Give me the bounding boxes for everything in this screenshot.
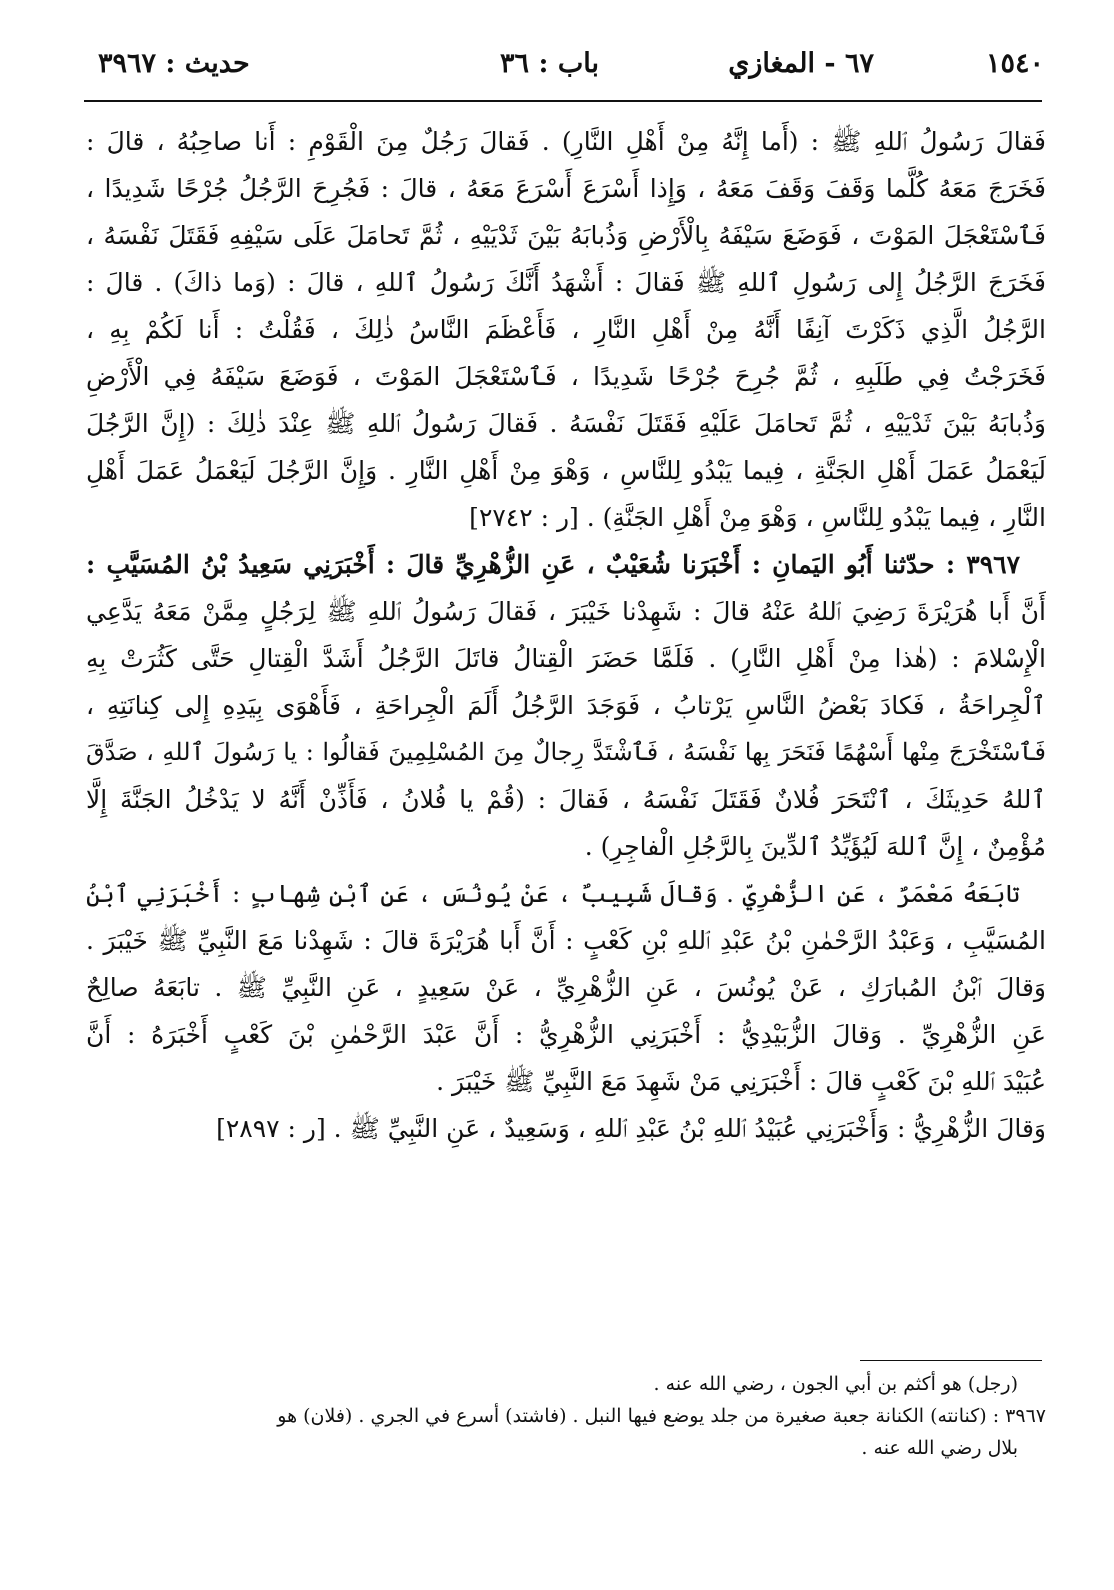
text-line: فَٱسْتَخْرَجَ مِنْها أَسْهُمًا فَنَحَرَ بِها نَفْسَهُ ، فَٱشْتَدَّ رِجالٌ مِنَ المُسْلِمِينَ فَقالُوا : يا رَسُولَ ٱللهِ ، صَدَّقَ — [86, 738, 1046, 766]
text-line: فَخَرَجْتُ فِي طَلَبِهِ ، ثُمَّ جُرِحَ جُرْحًا شَدِيدًا ، فَٱسْتَعْجَلَ المَوْتَ ، فَوَضَعَ سَيْفَهُ فِي الْأَرْضِ — [86, 362, 1046, 391]
text-line: تابَعَهُ مَعْمَرٌ ، عَنِ الزُّهْرِيِّ . وَقالَ شَبِيبٌ ، عَنْ يُونُسَ ، عَنِ ٱبْنِ شِهابٍ : أَخْبَرَنِي ٱبْنُ — [86, 879, 1020, 908]
text-line: لَيَعْمَلُ عَمَلَ أَهْلِ الجَنَّةِ ، فِيما يَبْدُو لِلنَّاسِ ، وَهْوَ مِنْ أَهْلِ النَّارِ . وَإِنَّ الرَّجُلَ لَيَعْمَلُ عَمَلَ أَهْلِ — [86, 456, 1046, 485]
text-line: فَقالَ رَسُولُ ٱللهِ ﷺ : (أَما إِنَّهُ مِنْ أَهْلِ النَّارِ) . فَقالَ رَجُلٌ مِنَ الْقَوْمِ : أَنا صاحِبُهُ ، قالَ : — [86, 127, 1046, 156]
running-header — [88, 48, 1044, 92]
text-line: فَخَرَجَ الرَّجُلُ إِلى رَسُولِ ٱللهِ ﷺ فَقالَ : أَشْهَدُ أَنَّكَ رَسُولُ ٱللهِ ، قالَ : (وَما ذاكَ) . قالَ : — [86, 268, 1046, 297]
text-line: فَخَرَجَ مَعَهُ كُلَّما وَقَفَ وَقَفَ مَعَهُ ، وَإِذا أَسْرَعَ أَسْرَعَ مَعَهُ ، قالَ : فَجُرِحَ الرَّجُلُ جُرْحًا شَدِيدًا ، — [86, 174, 1046, 203]
footnote-line: ٣٩٦٧ : (كنانته) الكنانة جعبة صغيرة من جلد يوضع فيها النبل . (فاشتد) أسرع في الجري . (فلان) هو — [277, 1405, 1046, 1427]
footnote-divider — [860, 1360, 1042, 1361]
bab-number: باب : ٣٦ — [500, 48, 599, 79]
footnote-line: (رجل) هو أكثم بن أبي الجون ، رضي الله عنه . — [653, 1373, 1018, 1395]
footnotes — [86, 1368, 1046, 1464]
text-line: وَذُبابَهُ بَيْنَ ثَدْيَيْهِ ، ثُمَّ تَحامَلَ عَلَيْهِ فَقَتَلَ نَفْسَهُ . فَقالَ رَسُولُ ٱللهِ ﷺ عِنْدَ ذٰلِكَ : (إِنَّ الرَّجُلَ — [86, 409, 1046, 438]
text-line: أَنَّ أَبا هُرَيْرَةَ رَضِيَ ٱللهُ عَنْهُ قالَ : شَهِدْنا خَيْبَرَ ، فَقالَ رَسُولُ ٱللهِ ﷺ لِرَجُلٍ مِمَّنْ مَعَهُ يَدَّعِي — [86, 597, 1046, 626]
text-line: مُؤْمِنٌ ، إِنَّ ٱللهَ لَيُؤَيِّدُ ٱلدِّينَ بِالرَّجُلِ الْفاجِرِ) . — [584, 832, 1046, 861]
page-number: ١٥٤٠ — [985, 48, 1044, 79]
hadith-opening-line: ٣٩٦٧ : حدّثنا أَبُو اليَمانِ : أَخْبَرَنا شُعَيْبٌ ، عَنِ الزُّهْرِيِّ قالَ : أَخْبَرَنِي سَعِيدُ بْنُ المُسَيَّبِ : — [86, 550, 1020, 579]
text-line: النَّارِ ، فِيما يَبْدُو لِلنَّاسِ ، وَهْوَ مِنْ أَهْلِ الجَنَّةِ) . [ر : ٢٧٤٢] — [469, 503, 1046, 532]
text-line: ٱللهُ حَدِيثَكَ ، ٱنْتَحَرَ فُلانٌ فَقَتَلَ نَفْسَهُ ، فَقالَ : (قُمْ يا فُلانُ ، فَأَذِّنْ أَنَّهُ لا يَدْخُلُ الجَنَّةَ إِلَّا — [86, 785, 1046, 814]
text-line: فَٱسْتَعْجَلَ المَوْتَ ، فَوَضَعَ سَيْفَهُ بِالْأَرْضِ وَذُبابَهُ بَيْنَ ثَدْيَيْهِ ، ثُمَّ تَحامَلَ عَلَى سَيْفِهِ فَقَتَلَ نَفْسَهُ ، — [86, 221, 1046, 250]
hadith-number: حديث : ٣٩٦٧ — [98, 48, 250, 79]
text-line: المُسَيَّبِ ، وَعَبْدُ الرَّحْمٰنِ بْنُ عَبْدِ ٱللهِ بْنِ كَعْبٍ : أَنَّ أَبا هُرَيْرَةَ قالَ : شَهِدْنا مَعَ النَّبِيِّ ﷺ خَيْبَرَ . — [86, 926, 1046, 955]
chapter-title: ٦٧ - المغازي — [728, 48, 874, 79]
text-line: عَنِ الزُّهْرِيِّ . وَقالَ الزُّبَيْدِيُّ : أَخْبَرَنِي الزُّهْرِيُّ : أَنَّ عَبْدَ الرَّحْمٰنِ بْنَ كَعْبٍ أَخْبَرَهُ : أَنَّ — [86, 1020, 1046, 1049]
text-line: وَقالَ الزُّهْرِيُّ : وَأَخْبَرَنِي عُبَيْدُ ٱللهِ بْنُ عَبْدِ ٱللهِ ، وَسَعِيدٌ ، عَنِ النَّبِيِّ ﷺ . [ر : ٢٨٩٧] — [216, 1114, 1046, 1143]
main-text — [86, 118, 1046, 1152]
text-line: وَقالَ ٱبْنُ المُبارَكِ ، عَنْ يُونُسَ ، عَنِ الزُّهْرِيِّ ، عَنْ سَعِيدٍ ، عَنِ النَّبِيِّ ﷺ . تابَعَهُ صالِحٌ — [86, 973, 1046, 1002]
text-line: الْإِسْلامَ : (هٰذا مِنْ أَهْلِ النَّارِ) . فَلَمَّا حَضَرَ الْقِتالُ قاتَلَ الرَّجُلُ أَشَدَّ الْقِتالِ حَتَّى كَثُرَتْ بِهِ — [86, 644, 1046, 673]
footnote-line: بلال رضي الله عنه . — [861, 1437, 1018, 1459]
text-line: الرَّجُلُ الَّذِي ذَكَرْتَ آنِفًا أَنَّهُ مِنْ أَهْلِ النَّارِ ، فَأَعْظَمَ النَّاسُ ذٰلِكَ ، فَقُلْتُ : أَنا لَكُمْ بِهِ ، — [86, 315, 1046, 344]
text-line: ٱلْجِراحَةُ ، فَكادَ بَعْضُ النَّاسِ يَرْتابُ ، فَوَجَدَ الرَّجُلُ أَلَمَ الْجِراحَةِ ، فَأَهْوَى بِيَدِهِ إِلى كِنانَتِهِ ، — [86, 691, 1046, 720]
header-divider — [84, 100, 1042, 102]
text-line: عُبَيْدَ ٱللهِ بْنَ كَعْبٍ قالَ : أَخْبَرَنِي مَنْ شَهِدَ مَعَ النَّبِيِّ ﷺ خَيْبَرَ . — [436, 1067, 1046, 1096]
